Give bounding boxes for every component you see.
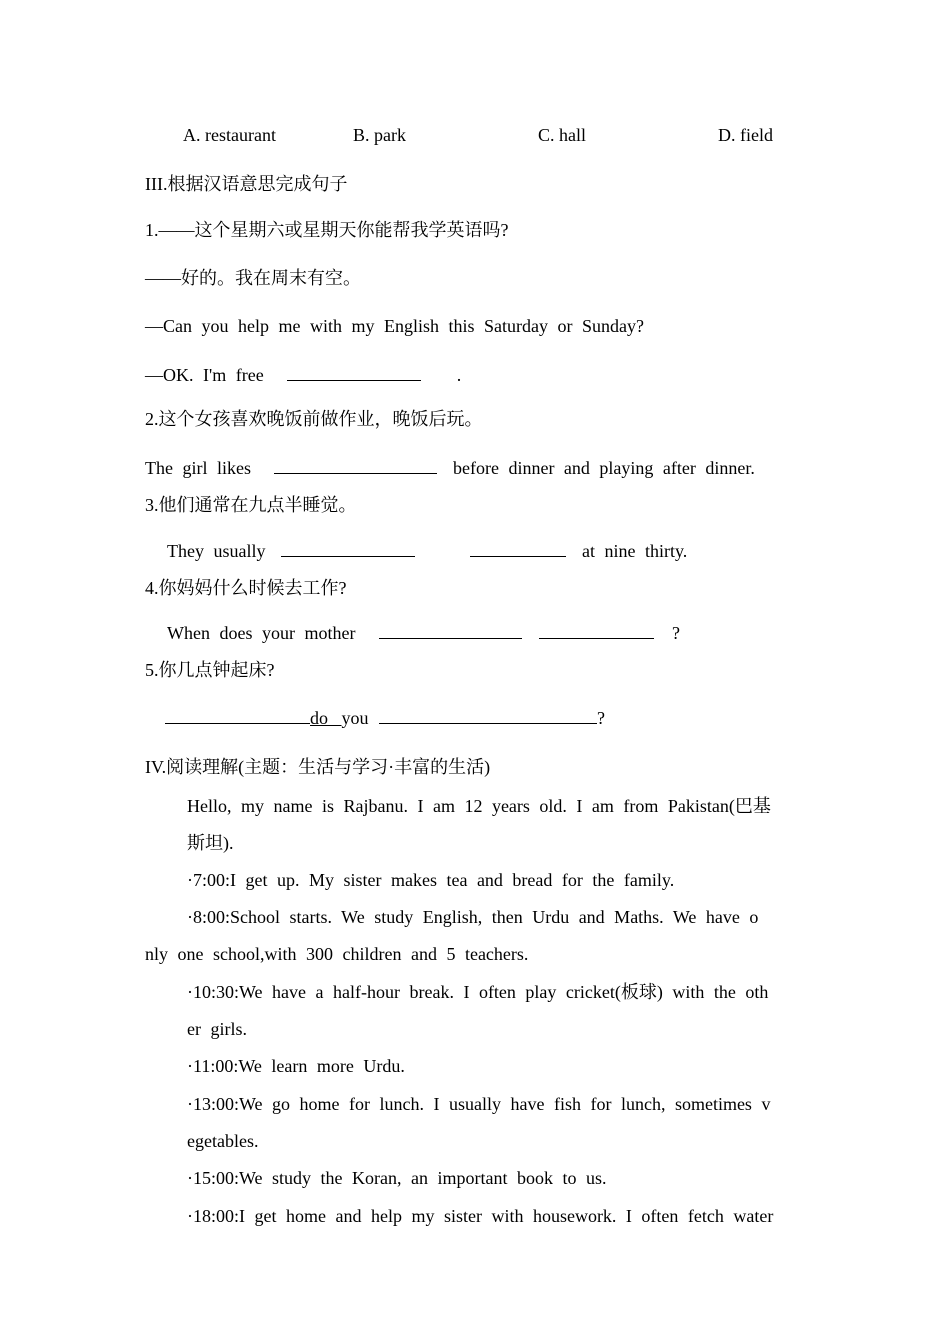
q2-english-suffix: before dinner and playing after dinner. <box>452 458 755 478</box>
passage-line-5: nly one school,with 300 children and 5 teachers. <box>145 944 529 964</box>
option-a: A. restaurant <box>183 125 276 145</box>
q3-english-suffix: at nine thirty. <box>581 541 688 561</box>
q5-english-suffix: ? <box>597 708 605 728</box>
q4-answer-blank-2[interactable] <box>539 622 654 639</box>
q1-chinese-line2: ——好的。我在周末有空。 <box>145 268 361 288</box>
q3-answer-blank-2[interactable] <box>470 540 566 557</box>
q3-answer-blank-1[interactable] <box>281 540 415 557</box>
q3-english <box>167 540 687 562</box>
q5-answer-blank-1[interactable] <box>165 707 310 724</box>
passage-line-11: ·15:00:We study the Koran, an important book to us. <box>187 1168 607 1188</box>
q4-english-prefix: When does your mother <box>167 623 356 643</box>
section4-heading: IV.阅读理解(主题：生活与学习·丰富的生活) <box>145 757 491 777</box>
passage-line-7: er girls. <box>187 1019 247 1039</box>
q5-answer-blank-2[interactable] <box>379 707 597 724</box>
passage-line-3: ·7:00:I get up. My sister makes tea and bread for the family. <box>187 870 675 890</box>
q1-answer-blank[interactable] <box>287 364 421 381</box>
passage-line-9: ·13:00:We go home for lunch. I usually have fish for lunch, sometimes v <box>187 1094 771 1114</box>
option-b: B. park <box>353 125 406 145</box>
passage-line-8: ·11:00:We learn more Urdu. <box>187 1056 405 1076</box>
q2-english <box>145 457 755 479</box>
q1-chinese-line1: 1.——这个星期六或星期天你能帮我学英语吗? <box>145 220 509 240</box>
q4-english <box>167 622 680 644</box>
passage-line-6: ·10:30:We have a half-hour break. I often play cricket(板球) with the oth <box>187 982 769 1002</box>
q4-english-suffix: ? <box>671 623 680 643</box>
q1-english-suffix: . <box>456 365 462 385</box>
q3-english-prefix: They usually <box>167 541 266 561</box>
q3-chinese: 3.他们通常在九点半睡觉。 <box>145 495 357 515</box>
passage-line-1: Hello, my name is Rajbanu. I am 12 years old. I am from Pakistan(巴基 <box>187 796 771 816</box>
q2-answer-blank[interactable] <box>274 457 437 474</box>
q5-you-word: you <box>341 708 369 728</box>
q5-do-word: do <box>310 708 328 728</box>
q1-english-line1: —Can you help me with my English this Saturday or Sunday? <box>145 316 644 336</box>
q4-answer-blank-1[interactable] <box>379 622 522 639</box>
q2-english-prefix: The girl likes <box>145 458 251 478</box>
q1-english-line2 <box>145 364 461 386</box>
q4-chinese: 4.你妈妈什么时候去工作? <box>145 578 347 598</box>
q5-chinese: 5.你几点钟起床? <box>145 660 275 680</box>
passage-line-4: ·8:00:School starts. We study English, then Urdu and Maths. We have o <box>187 907 759 927</box>
section3-heading: III.根据汉语意思完成句子 <box>145 174 348 194</box>
passage-line-12: ·18:00:I get home and help my sister with housework. I often fetch water <box>187 1206 774 1226</box>
q1-english-prefix: —OK. I'm free <box>145 365 264 385</box>
passage-line-10: egetables. <box>187 1131 259 1151</box>
passage-line-2: 斯坦). <box>187 833 234 853</box>
q2-chinese: 2.这个女孩喜欢晚饭前做作业，晚饭后玩。 <box>145 409 483 429</box>
option-d: D. field <box>718 125 773 145</box>
q5-english <box>165 707 605 729</box>
option-c: C. hall <box>538 125 586 145</box>
